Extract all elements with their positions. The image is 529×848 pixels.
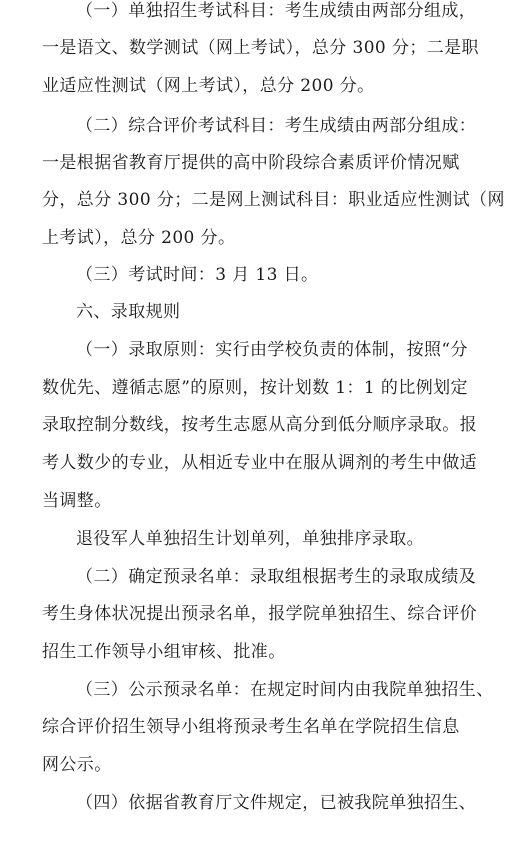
text-line: 招生工作领导小组审核、批准。 [42,642,286,662]
text-line: （二）综合评价考试科目：考生成绩由两部分组成： [76,116,477,136]
text-line: （一）录取原则：实行由学校负责的体制，按照“分 [76,340,468,360]
text-line: 录取控制分数线，按考生志愿从高分到低分顺序录取。报 [42,415,477,435]
text-line: 网公示。 [42,755,112,775]
text-line: 业适应性测试（网上考试），总分 200 分。 [42,76,375,96]
text-line: （四）依据省教育厅文件规定，已被我院单独招生、 [76,793,477,813]
text-line: 一是根据省教育厅提供的高中阶段综合素质评价情况赋 [42,153,460,173]
text-line: （三）考试时间：3 月 13 日。 [76,265,319,285]
text-line: 考人数少的专业，从相近专业中在服从调剂的考生中做适 [42,453,477,473]
text-line: 当调整。 [42,491,112,511]
section-heading: 六、录取规则 [76,302,181,322]
text-line: 分，总分 300 分；二是网上测试科目：职业适应性测试（网 [42,190,505,210]
text-line: 上考试），总分 200 分。 [42,228,236,248]
text-line: （三）公示预录名单：在规定时间内由我院单独招生、 [76,680,494,700]
text-line: （一）单独招生考试科目：考生成绩由两部分组成， [76,1,477,21]
text-line: 考生身体状况提出预录名单，报学院单独招生、综合评价 [42,604,477,624]
text-line: （二）确定预录名单：录取组根据考生的录取成绩及 [76,567,477,587]
text-line: 数优先、遵循志愿”的原则，按计划数 1：1 的比例划定 [42,378,468,398]
text-line: 退役军人单独招生计划单列，单独排序录取。 [76,529,424,549]
text-line: 综合评价招生领导小组将预录考生名单在学院招生信息 [42,717,460,737]
text-line: 一是语文、数学测试（网上考试），总分 300 分；二是职 [42,38,479,58]
